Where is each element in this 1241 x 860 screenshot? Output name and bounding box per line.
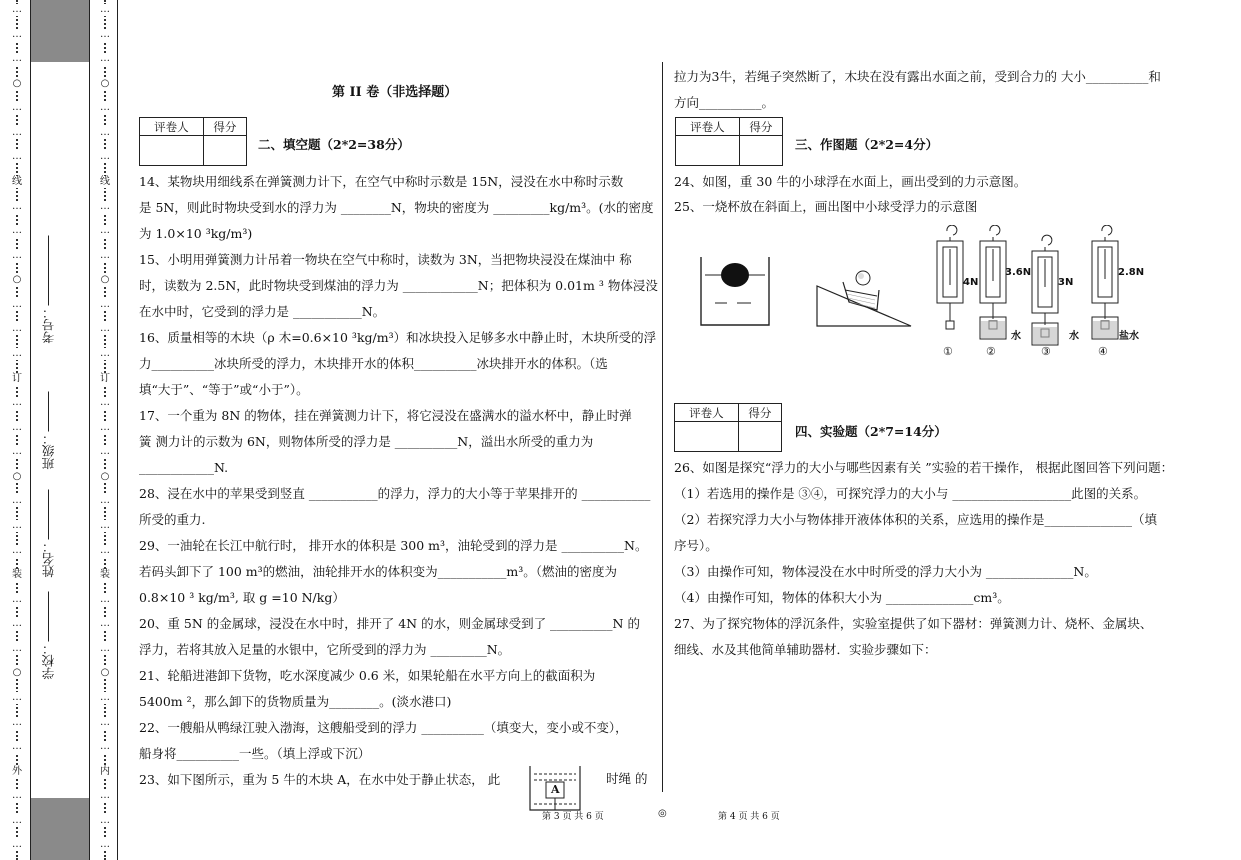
question-line: 23、如下图所示，重为 5 牛的木块 A，在水中处于静止状态， 此 bbox=[139, 772, 501, 787]
school-label: 学校： bbox=[41, 642, 56, 680]
school-field[interactable] bbox=[40, 588, 60, 680]
binding-mark: … bbox=[12, 618, 22, 630]
reading-2: 3.6N bbox=[1005, 267, 1032, 278]
salt-water-label: 盐水 bbox=[1119, 331, 1139, 342]
binding-mark: … bbox=[12, 446, 22, 458]
grade-table-right-1 bbox=[675, 117, 783, 166]
question-line: 序号）。 bbox=[674, 538, 718, 553]
question-line: 时，读数为 2.5N，此时物块受到煤油的浮力为 ____________N；把体积为 0.01m ³ 物体浸没 bbox=[139, 278, 658, 293]
binding-mark: ○ bbox=[100, 470, 110, 482]
question-line: ____________N. bbox=[139, 460, 229, 475]
question-line: 力__________冰块所受的浮力，木块排开水的体积__________冰块排开水的体积。（选 bbox=[139, 356, 608, 371]
binding-mark: 装 bbox=[100, 569, 110, 581]
binding-mark: … bbox=[100, 495, 110, 507]
score-cell[interactable] bbox=[203, 136, 246, 166]
q23-tail: 时绳 的 bbox=[606, 771, 648, 786]
question-line: 所受的重力. bbox=[139, 512, 206, 527]
binding-mark: … bbox=[100, 839, 110, 851]
binding-mark: … bbox=[100, 225, 110, 237]
binding-mark: … bbox=[100, 397, 110, 409]
binding-mark: … bbox=[100, 618, 110, 630]
question-line: 26、如图是探究“浮力的大小与哪些因素有关 ”实验的若干操作， 根据此图回答下列问题： bbox=[674, 460, 1174, 475]
binding-mark: ○ bbox=[12, 274, 22, 286]
binding-mark: … bbox=[12, 495, 22, 507]
question-line: 拉力为3牛，若绳子突然断了，木块在没有露出水面之前，受到合力的 大小__________和 bbox=[674, 69, 1161, 84]
binding-mark: … bbox=[12, 200, 22, 212]
spring-scales-icon bbox=[925, 225, 1145, 365]
op-number-3: ③ bbox=[1041, 345, 1051, 358]
reading-4: 2.8N bbox=[1118, 267, 1145, 278]
binding-mark: … bbox=[12, 28, 22, 40]
exam-number-label: 考号： bbox=[41, 306, 56, 344]
binding-mark: … bbox=[12, 151, 22, 163]
exam-number-field[interactable] bbox=[40, 232, 60, 344]
binding-mark: … bbox=[12, 421, 22, 433]
question-line: 15、小明用弹簧测力计吊着一物块在空气中称时，读数为 3N，当把物块浸没在煤油中 称 bbox=[139, 252, 632, 267]
question-line: 27、为了探究物体的浮沉条件，实验室提供了如下器材：弹簧测力计、烧杯、金属块、 bbox=[674, 616, 1153, 631]
reading-3: 3N bbox=[1058, 277, 1074, 288]
question-line: 5400m ²，那么卸下的货物质量为________。(淡水港口) bbox=[139, 694, 452, 709]
binding-mark: ○ bbox=[100, 77, 110, 89]
section-3-title: 三、作图题（2*2=4分） bbox=[795, 137, 939, 152]
water-label-1: 水 bbox=[1011, 331, 1021, 342]
binding-mark: ○ bbox=[100, 667, 110, 679]
binding-mark: … bbox=[12, 348, 22, 359]
op-number-4: ④ bbox=[1098, 345, 1108, 358]
binding-mark: … bbox=[12, 544, 22, 556]
binding-mark: … bbox=[12, 323, 22, 335]
question-line: （1）若选用的操作是 ③④，可探究浮力的大小与 ___________________此图的关系。 bbox=[674, 486, 1147, 501]
binding-rule-left bbox=[30, 0, 31, 860]
binding-mark: 订 bbox=[100, 372, 110, 384]
binding-mark: … bbox=[12, 593, 22, 605]
spring-scale-figure bbox=[925, 225, 1145, 365]
question-line: 14、某物块用细线系在弹簧测力计下，在空气中称时示数是 15N，浸没在水中称时示数 bbox=[139, 174, 624, 189]
grader-header: 评卷人 bbox=[676, 118, 740, 136]
binding-mark: … bbox=[12, 53, 22, 65]
binding-gray-block-top bbox=[30, 0, 89, 62]
binding-mark: … bbox=[100, 446, 110, 458]
question-line: 22、一艘船从鸭绿江驶入渤海，这艘船受到的浮力 __________（填变大，变小或不变）， bbox=[139, 720, 628, 735]
binding-mark: … bbox=[12, 298, 22, 310]
binding-mark: … bbox=[100, 28, 110, 40]
score-cell[interactable] bbox=[739, 136, 782, 166]
binding-mark: … bbox=[100, 323, 110, 335]
binding-mark: … bbox=[100, 151, 110, 163]
binding-mark: … bbox=[12, 716, 22, 728]
question-line: 20、重 5N 的金属球，浸没在水中时，排开了 4N 的水，则金属球受到了 __________N 的 bbox=[139, 616, 640, 631]
grader-cell[interactable] bbox=[675, 422, 739, 452]
binding-mark: … bbox=[100, 790, 110, 802]
q24-text: 24、如图，重 30 牛的小球浮在水面上，画出受到的力示意图。 bbox=[674, 174, 1027, 189]
question-line: （2）若探究浮力大小与物体排开液体体积的关系，应选用的操作是______________（填 bbox=[674, 512, 1157, 527]
score-header: 得分 bbox=[738, 404, 781, 422]
binding-mark: … bbox=[12, 814, 22, 826]
binding-mark: … bbox=[100, 520, 110, 531]
q23-figure bbox=[528, 764, 582, 812]
q23-block-label: A bbox=[551, 783, 560, 796]
name-field[interactable] bbox=[40, 486, 60, 578]
page-edge-rule bbox=[117, 0, 118, 860]
class-label: 班级： bbox=[41, 432, 56, 470]
binding-rule-right bbox=[89, 0, 90, 860]
question-line: 0.8×10 ³ kg/m³, 取 g =10 N/kg） bbox=[139, 590, 345, 605]
binding-mark: … bbox=[100, 544, 110, 556]
binding-mark: … bbox=[100, 348, 110, 359]
question-line: 是 5N，则此时物块受到水的浮力为 ________N，物块的密度为 _________kg/m³。(水的密度 bbox=[139, 200, 654, 215]
question-line: 船身将__________一些。（填上浮或下沉） bbox=[139, 746, 371, 761]
grader-cell[interactable] bbox=[140, 136, 204, 166]
op-number-2: ② bbox=[986, 345, 996, 358]
question-line: 簧 测力计的示数为 6N，则物体所受的浮力是 __________N，溢出水所受的重力为 bbox=[139, 434, 594, 449]
op-number-1: ① bbox=[943, 345, 953, 358]
binding-mark: … bbox=[12, 692, 22, 703]
floating-ball-figure bbox=[697, 255, 773, 327]
binding-mark: … bbox=[12, 642, 22, 654]
binding-mark: … bbox=[100, 716, 110, 728]
binding-mark: 订 bbox=[12, 372, 22, 384]
q25-text: 25、一烧杯放在斜面上，画出图中小球受浮力的示意图 bbox=[674, 199, 978, 214]
question-line: 17、一个重为 8N 的物体，挂在弹簧测力计下，将它浸没在盛满水的溢水杯中，静止时弹 bbox=[139, 408, 632, 423]
reading-1: 4N bbox=[963, 277, 979, 288]
binding-mark: … bbox=[100, 593, 110, 605]
incline-beaker-figure bbox=[815, 262, 913, 328]
question-line: 填“大于”、“等于”或“小于”）。 bbox=[139, 382, 309, 397]
score-header: 得分 bbox=[739, 118, 782, 136]
question-line: 在水中时，它受到的浮力是 ___________N。 bbox=[139, 304, 386, 319]
question-line: 若码头卸下了 100 m³的燃油，油轮排开水的体积变为___________m³。（燃油的密度为 bbox=[139, 564, 618, 579]
binding-mark: 外 bbox=[12, 765, 22, 777]
question-line: （4）由操作可知，物体的体积大小为 ______________cm³。 bbox=[674, 590, 1010, 605]
question-line: 为 1.0×10 ³kg/m³) bbox=[139, 226, 253, 241]
binding-gray-block-bottom bbox=[30, 798, 89, 860]
binding-mark: ○ bbox=[12, 77, 22, 89]
water-label-2: 水 bbox=[1069, 331, 1079, 342]
page-divider bbox=[662, 62, 663, 792]
grade-table-left bbox=[139, 117, 247, 166]
binding-mark: … bbox=[12, 126, 22, 138]
question-line: （3）由操作可知，物体浸没在水中时所受的浮力大小为 ______________N。 bbox=[674, 564, 1097, 579]
binding-mark: … bbox=[12, 249, 22, 261]
binding-mark: … bbox=[12, 102, 22, 114]
binding-mark: 装 bbox=[12, 569, 22, 581]
footer-center-mark: ◎ bbox=[658, 808, 667, 819]
binding-mark: … bbox=[100, 53, 110, 65]
section-4-title: 四、实验题（2*7=14分） bbox=[795, 424, 947, 439]
binding-mark: … bbox=[12, 790, 22, 802]
binding-mark: ○ bbox=[100, 274, 110, 286]
binding-mark: … bbox=[100, 249, 110, 261]
binding-mark: … bbox=[100, 102, 110, 114]
class-field[interactable] bbox=[40, 388, 60, 470]
binding-mark: … bbox=[100, 814, 110, 826]
score-cell[interactable] bbox=[738, 422, 781, 452]
binding-mark: … bbox=[100, 741, 110, 753]
grader-header: 评卷人 bbox=[675, 404, 739, 422]
question-line: 方向__________。 bbox=[674, 95, 775, 110]
binding-mark: … bbox=[12, 839, 22, 851]
grade-table-right-2 bbox=[674, 403, 782, 452]
binding-mark: … bbox=[100, 298, 110, 310]
grader-header: 评卷人 bbox=[140, 118, 204, 136]
question-line: 细线、水及其他简单辅助器材．实验步骤如下： bbox=[674, 642, 937, 657]
binding-mark: ○ bbox=[12, 470, 22, 482]
binding-mark: ○ bbox=[12, 667, 22, 679]
question-line: 29、一油轮在长江中航行时， 排开水的体积是 300 m³，油轮受到的浮力是 __________N。 bbox=[139, 538, 648, 553]
binding-mark: … bbox=[12, 4, 22, 15]
question-line: 28、浸在水中的苹果受到竖直 ___________的浮力，浮力的大小等于苹果排开的 ___________ bbox=[139, 486, 651, 501]
footer-right-page: 第 4 页 共 6 页 bbox=[718, 812, 780, 822]
question-line: 21、轮船进港卸下货物，吃水深度减少 0.6 米，如果轮船在水平方向上的截面积为 bbox=[139, 668, 596, 683]
binding-mark: … bbox=[100, 126, 110, 138]
binding-mark: 内 bbox=[100, 765, 110, 777]
section-2-title: 二、填空题（2*2=38分） bbox=[258, 137, 410, 152]
binding-mark: … bbox=[100, 200, 110, 212]
binding-mark: … bbox=[12, 225, 22, 237]
binding-mark: … bbox=[100, 642, 110, 654]
score-header: 得分 bbox=[203, 118, 246, 136]
binding-mark: … bbox=[12, 520, 22, 531]
grader-cell[interactable] bbox=[676, 136, 740, 166]
binding-mark: … bbox=[100, 4, 110, 15]
question-line: 16、质量相等的木块（ρ 木=0.6×10 ³kg/m³）和冰块投入足够多水中静止时，木块所受的浮 bbox=[139, 330, 657, 345]
binding-mark: … bbox=[12, 741, 22, 753]
binding-mark: 线 bbox=[100, 176, 110, 187]
binding-mark: … bbox=[100, 692, 110, 703]
footer-left-page: 第 3 页 共 6 页 bbox=[542, 812, 604, 822]
question-line: 浮力，若将其放入足量的水银中，它所受到的浮力为 _________N。 bbox=[139, 642, 511, 657]
binding-mark: 线 bbox=[12, 176, 22, 187]
name-label: 姓名： bbox=[41, 540, 56, 578]
binding-mark: … bbox=[100, 421, 110, 433]
volume-title: 第 II 卷（非选择题） bbox=[332, 85, 458, 100]
binding-mark: … bbox=[12, 397, 22, 409]
